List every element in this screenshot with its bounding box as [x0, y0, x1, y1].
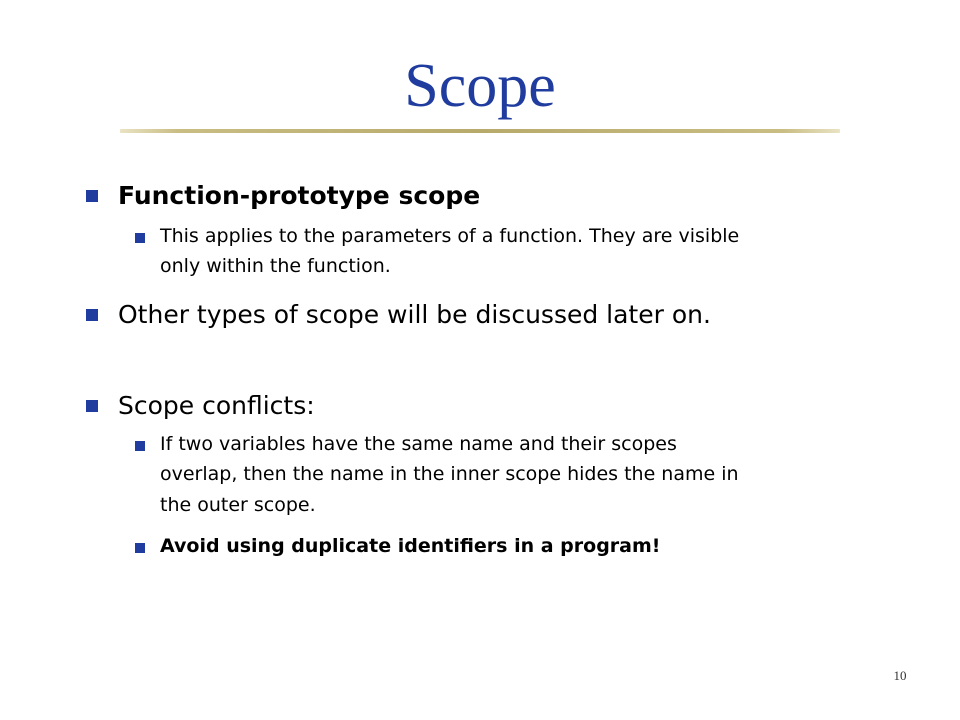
- square-bullet-icon: [135, 543, 145, 553]
- sub-bullet-line: the outer scope.: [160, 494, 316, 516]
- page-number: 10: [893, 668, 907, 683]
- square-bullet-icon: [86, 400, 98, 412]
- square-bullet-icon: [86, 190, 98, 202]
- sub-bullet-line: This applies to the parameters of a function. They are visible: [160, 225, 740, 247]
- square-bullet-icon: [135, 233, 145, 243]
- bullet-other-types-of-scope: Other types of scope will be discussed later on.: [118, 300, 711, 329]
- bullet-heading-function-prototype-scope: Function-prototype scope: [118, 181, 481, 210]
- sub-bullet-line: only within the function.: [160, 255, 391, 277]
- square-bullet-icon: [86, 309, 98, 321]
- sub-bullet-line: If two variables have the same name and their scopes: [160, 433, 677, 455]
- square-bullet-icon: [135, 441, 145, 451]
- sub-bullet-emphasis: Avoid using duplicate identifiers in a program!: [160, 535, 661, 557]
- sub-bullet-line: overlap, then the name in the inner scope hides the name in: [160, 463, 739, 485]
- bullet-scope-conflicts: Scope conflicts:: [118, 391, 315, 420]
- slide-title: Scope: [404, 52, 556, 120]
- title-divider: [120, 129, 840, 133]
